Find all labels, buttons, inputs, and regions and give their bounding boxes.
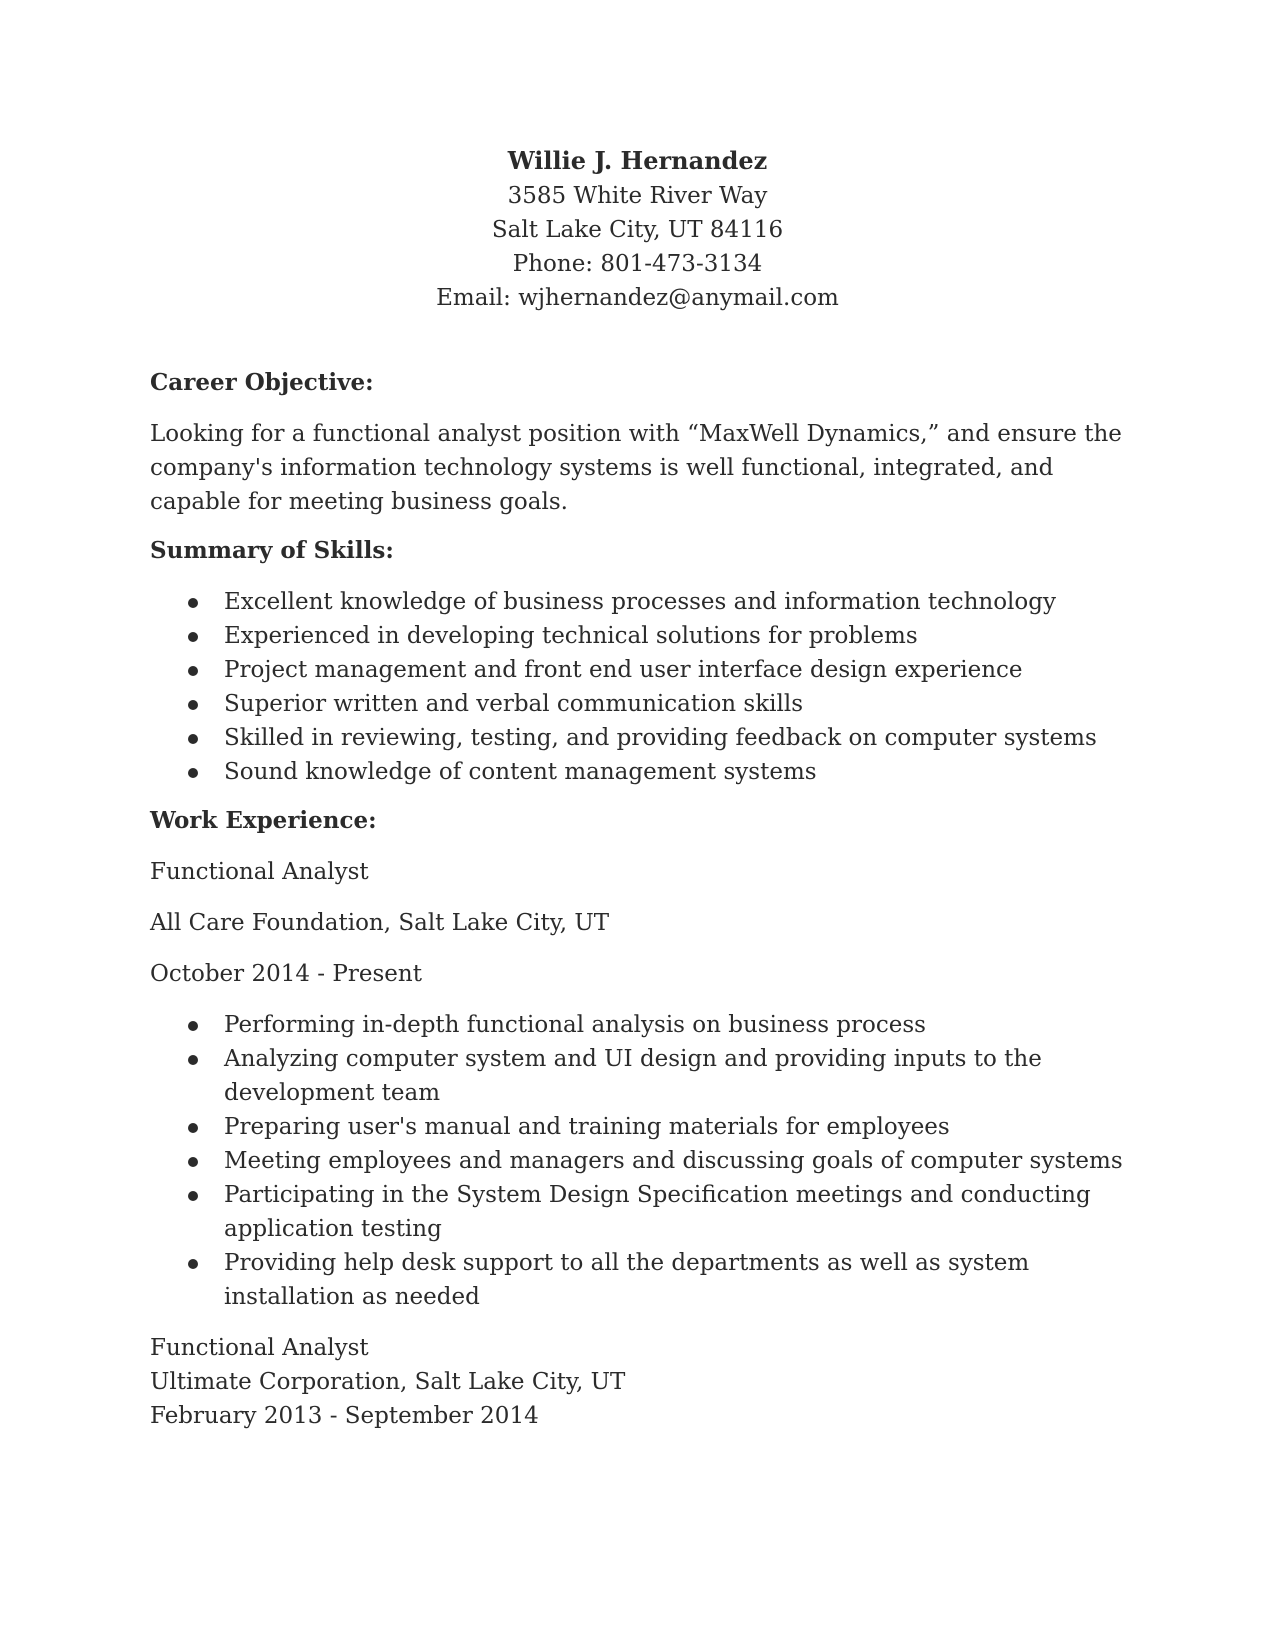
address-line-1: 3585 White River Way (507, 183, 768, 209)
bullet-icon (188, 1055, 198, 1065)
duty-text: Performing in-depth functional analysis on business process (224, 1012, 926, 1038)
bullet-icon (188, 598, 198, 608)
bullet-icon (188, 1021, 198, 1031)
duty-text: Participating in the System Design Specification meetings and conducting application testing (224, 1182, 1091, 1242)
applicant-name: Willie J. Hernandez (507, 146, 768, 175)
bullet-icon (188, 1191, 198, 1201)
resume-body (150, 368, 1125, 1433)
skill-item (150, 755, 1125, 789)
duty-text: Analyzing computer system and UI design and providing inputs to the development team (224, 1046, 1042, 1106)
skill-item (150, 721, 1125, 755)
skill-text: Sound knowledge of content management systems (224, 759, 817, 785)
email-line: Email: wjhernandez@anymail.com (436, 285, 839, 311)
job-dates: October 2014 - Present (150, 961, 422, 987)
duty-item (150, 1144, 1125, 1178)
bullet-icon (188, 734, 198, 744)
duty-text: Meeting employees and managers and discussing goals of computer systems (224, 1148, 1123, 1174)
bullet-icon (188, 768, 198, 778)
skill-text: Skilled in reviewing, testing, and providing feedback on computer systems (224, 725, 1097, 751)
job-company: All Care Foundation, Salt Lake City, UT (150, 910, 610, 936)
work-experience-heading: Work Experience: (150, 807, 377, 834)
bullet-icon (188, 632, 198, 642)
skill-text: Excellent knowledge of business processes and information technology (224, 589, 1056, 615)
job-dates: February 2013 - September 2014 (150, 1403, 539, 1429)
skill-item (150, 619, 1125, 653)
duty-text: Preparing user's manual and training materials for employees (224, 1114, 950, 1140)
duty-text: Providing help desk support to all the departments as well as system installation as needed (224, 1250, 1030, 1310)
duty-item (150, 1178, 1125, 1246)
career-objective-heading: Career Objective: (150, 369, 374, 396)
skill-text: Experienced in developing technical solutions for problems (224, 623, 918, 649)
bullet-icon (188, 666, 198, 676)
skill-item (150, 585, 1125, 619)
bullet-icon (188, 1259, 198, 1269)
job-duties-list (150, 1008, 1125, 1314)
duty-item (150, 1042, 1125, 1110)
skill-text: Project management and front end user interface design experience (224, 657, 1023, 683)
skills-heading: Summary of Skills: (150, 537, 394, 564)
job-title: Functional Analyst (150, 859, 369, 885)
bullet-icon (188, 700, 198, 710)
address-line-2: Salt Lake City, UT 84116 (491, 217, 784, 243)
bullet-icon (188, 1123, 198, 1133)
career-objective-text: Looking for a functional analyst position with “MaxWell Dynamics,” and ensure the company's information technology systems is well functional, integrated, and capable for meeting business goals. (150, 421, 1122, 515)
skill-text: Superior written and verbal communication skills (224, 691, 804, 717)
duty-item (150, 1008, 1125, 1042)
phone-line: Phone: 801-473-3134 (512, 251, 763, 277)
job-company: Ultimate Corporation, Salt Lake City, UT (150, 1369, 626, 1395)
duty-item (150, 1110, 1125, 1144)
duty-item (150, 1246, 1125, 1314)
skill-item (150, 653, 1125, 687)
skills-list (150, 585, 1125, 789)
skill-item (150, 687, 1125, 721)
resume-header (0, 145, 1275, 315)
job-title: Functional Analyst (150, 1335, 369, 1361)
bullet-icon (188, 1157, 198, 1167)
